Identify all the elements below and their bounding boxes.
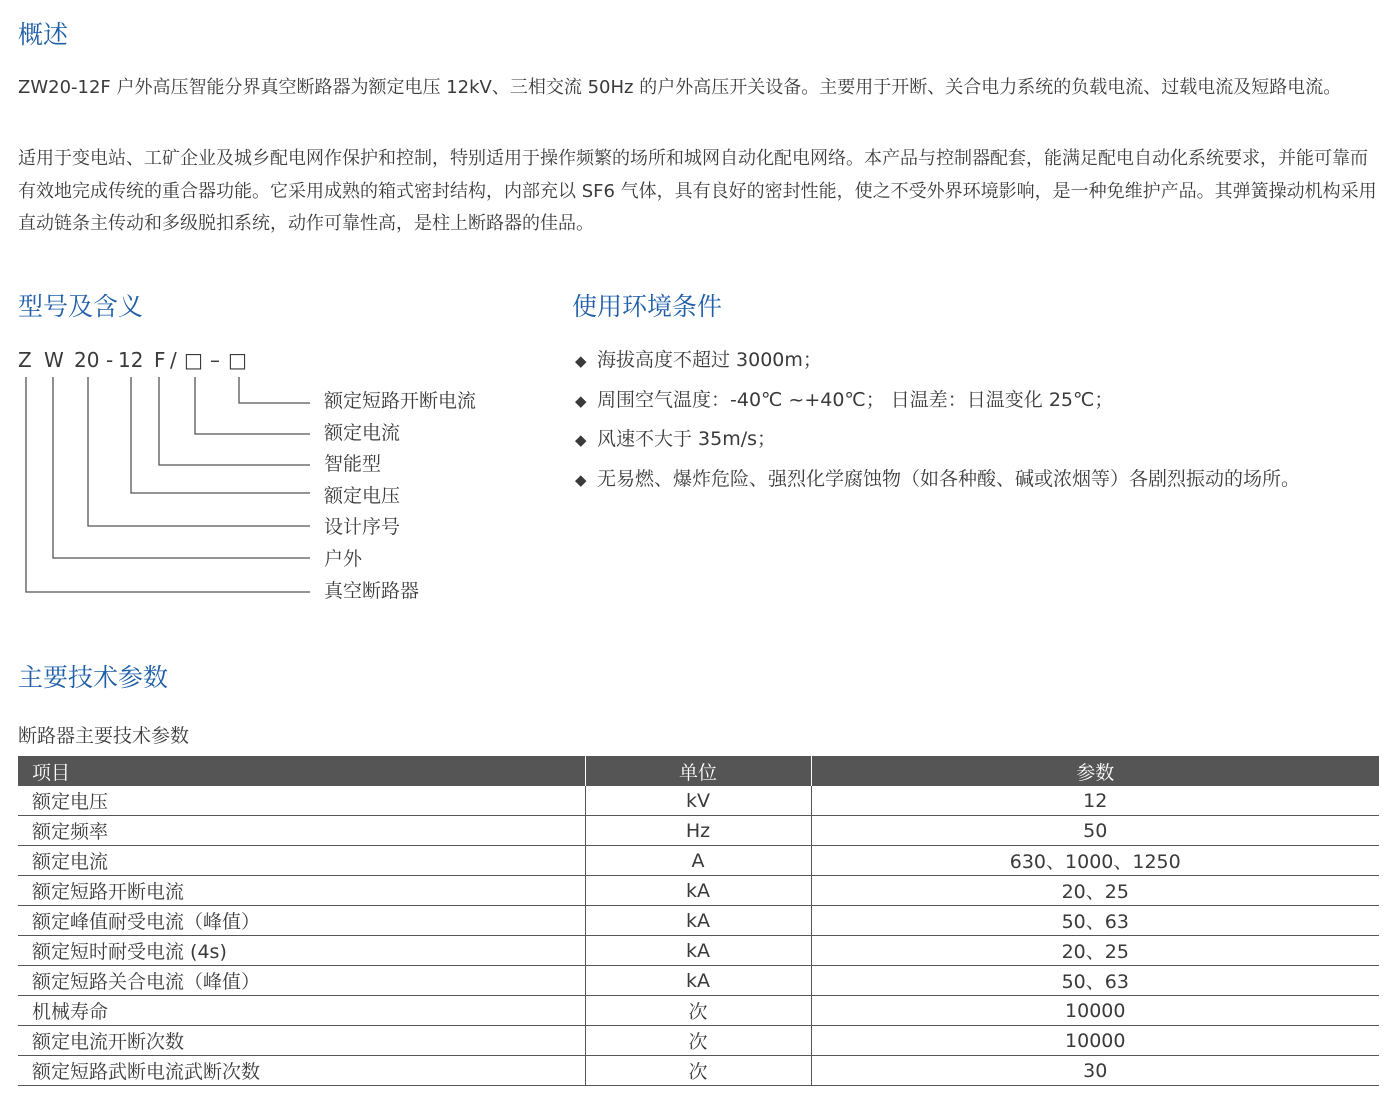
cell-value: 10000 (811, 1026, 1379, 1056)
header-item: 项目 (18, 756, 585, 786)
cell-item: 额定电流 (18, 846, 585, 876)
overview-paragraph-1: ZW20-12F 户外高压智能分界真空断路器为额定电压 12kV、三相交流 50Hz 的户外高压开关设备。主要用于开断、关合电力系统的负载电流、过载电流及短路电流。 (18, 77, 1342, 98)
cell-value: 50、63 (811, 906, 1379, 936)
code-char: □ (228, 348, 247, 372)
cell-unit: 次 (585, 996, 811, 1026)
cell-value: 50 (811, 816, 1379, 846)
cell-unit: kA (585, 966, 811, 996)
cell-unit: 次 (585, 1056, 811, 1086)
cell-unit: kA (585, 876, 811, 906)
diamond-bullet-icon: ◆ (575, 392, 587, 410)
table-header-row (18, 756, 1379, 786)
params-table (18, 756, 1379, 1086)
cell-item: 额定短路关合电流（峰值） (18, 966, 585, 996)
diamond-bullet-icon: ◆ (575, 471, 587, 489)
cell-value: 20、25 (811, 936, 1379, 966)
model-label: 额定短路开断电流 (324, 390, 477, 412)
code-char: 12 (118, 348, 144, 372)
table-row (18, 846, 1379, 876)
params-title: 主要技术参数 (18, 663, 169, 692)
code-char: F (154, 348, 166, 372)
model-label: 额定电流 (324, 422, 401, 444)
diamond-bullet-icon: ◆ (575, 352, 587, 370)
environment-title: 使用环境条件 (572, 292, 723, 321)
cell-value: 12 (811, 786, 1379, 816)
environment-item-text: 周围空气温度：-40℃ ~+40℃； 日温差：日温变化 25℃； (597, 389, 1114, 411)
cell-unit: A (585, 846, 811, 876)
code-char: / (170, 348, 177, 372)
cell-unit: kV (585, 786, 811, 816)
cell-item: 额定电流开断次数 (18, 1026, 585, 1056)
table-row (18, 1026, 1379, 1056)
header-unit: 单位 (585, 756, 811, 786)
code-char: - (106, 348, 114, 372)
table-row (18, 786, 1379, 816)
table-row (18, 816, 1379, 846)
cell-item: 额定短时耐受电流 (4s) (18, 936, 585, 966)
cell-value: 630、1000、1250 (811, 846, 1379, 876)
diamond-bullet-icon: ◆ (575, 431, 587, 449)
params-subtitle: 断路器主要技术参数 (18, 725, 190, 747)
cell-value: 10000 (811, 996, 1379, 1026)
cell-unit: kA (585, 906, 811, 936)
table-row (18, 906, 1379, 936)
cell-item: 机械寿命 (18, 996, 585, 1026)
model-label: 智能型 (324, 453, 382, 475)
model-label: 真空断路器 (324, 580, 420, 602)
code-char: 20 (74, 348, 100, 372)
cell-unit: 次 (585, 1026, 811, 1056)
table-row (18, 966, 1379, 996)
header-value: 参数 (811, 756, 1379, 786)
environment-item-text: 海拔高度不超过 3000m； (597, 349, 822, 371)
code-char: W (44, 348, 64, 372)
cell-item: 额定短路武断电流武断次数 (18, 1056, 585, 1086)
list-item (575, 430, 776, 449)
cell-unit: Hz (585, 816, 811, 846)
model-title: 型号及含义 (18, 292, 144, 321)
list-item (575, 470, 1300, 489)
cell-value: 30 (811, 1056, 1379, 1086)
code-char: □ (184, 348, 203, 372)
list-item (575, 351, 822, 370)
cell-value: 50、63 (811, 966, 1379, 996)
cell-unit: kA (585, 936, 811, 966)
model-label: 户外 (324, 548, 363, 570)
cell-item: 额定短路开断电流 (18, 876, 585, 906)
model-connector-lines (0, 0, 560, 620)
overview-paragraph-2: 适用于变电站、工矿企业及城乡配电网作保护和控制，特别适用于操作频繁的场所和城网自动化配电网络。本产品与控制器配套，能满足配电自动化系统要求，并能可靠而有效地完成传统的重合器功能。它采用成熟的箱式密封结构，内部充以 SF6 气体，具有良好的密封性能，使之不受外界环境影响，是一种免维护产品。其弹簧操动机构采用直动链条主传动和多级脱扣系统，动作可靠性高，是柱上断路器的佳品。 (18, 148, 1377, 234)
table-row (18, 996, 1379, 1026)
code-char: – (210, 348, 220, 372)
model-label: 设计序号 (324, 516, 401, 538)
list-item (575, 391, 1113, 410)
table-row (18, 876, 1379, 906)
table-row (18, 1056, 1379, 1086)
overview-title: 概述 (18, 20, 69, 49)
cell-value: 20、25 (811, 876, 1379, 906)
cell-item: 额定频率 (18, 816, 585, 846)
code-char: Z (18, 348, 32, 372)
cell-item: 额定峰值耐受电流（峰值） (18, 906, 585, 936)
environment-item-text: 无易燃、爆炸危险、强烈化学腐蚀物（如各种酸、碱或浓烟等）各剧烈振动的场所。 (597, 468, 1301, 490)
cell-item: 额定电压 (18, 786, 585, 816)
table-row (18, 936, 1379, 966)
model-label: 额定电压 (324, 485, 401, 507)
environment-item-text: 风速不大于 35m/s； (597, 428, 777, 450)
